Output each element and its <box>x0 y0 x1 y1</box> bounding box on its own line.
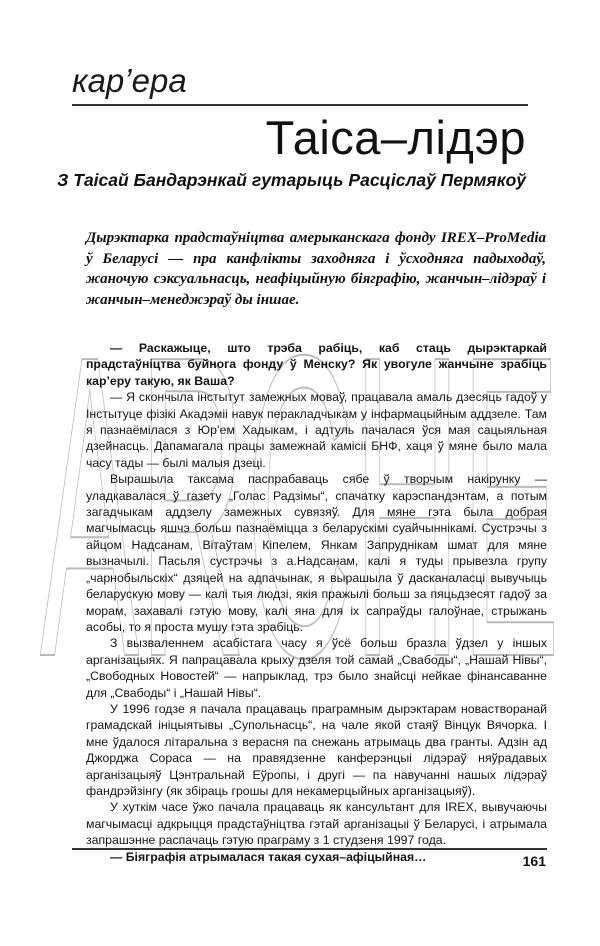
interview-answer: У хуткім часе ўжо пачала працаваць як кансультант для IREX, вывучаючы магчымасці адкрыцця прадстаўніцтва гэтай арганізацыі ў Беларусі, і атрымала запрашэнне распачаць гэтую праграму з 1 студзеня 1997 года. <box>86 800 547 848</box>
article-body <box>86 340 547 865</box>
interview-answer: З вызваленнем асабістага часу я ўсё больш бразла ўдзел у іншых арганізацыях. Я папрацавала крыху дзеля той самай „Свабоды“, „Нашай Нівы“, „Свободных Новостей“ — напрыклад, трэ было знайсці нейкае фінансаванне для „Свабоды“ і „Нашай Нівы“. <box>86 636 547 700</box>
interview-question: — Раскажыце, што трэба рабіць, каб стаць дырэктаркай прадстаўніцтва буйнога фонду ў Менску? Як увогуле жанчыне зрабіць кар’еру такую, як Ваша? <box>86 341 547 388</box>
header-divider <box>72 104 528 106</box>
article-subtitle: З Таісай Бандарэнкай гутарыць Расціслаў Пермякоў <box>57 170 526 190</box>
article-title: Таіса–лідэр <box>265 111 526 164</box>
watermark-text: ARCHE <box>40 267 560 685</box>
page-number: 161 <box>522 853 546 869</box>
interview-answer: У 1996 годзе я пачала працаваць праграмным дырэктарам новастворанай грамадскай ініцыятывы „Супольнасць“, на чале якой стаяў Вінцук Вячорка. І мне ўдалося літаральна з верасня па снежань атрымаць два гранты. Адзін ад Джорджа Сораса — на правядзенне канферэнцыі лідэраў няўрадавых арганізацыяў Цэнтральнай Еўропы, і другі — па навучанні нашых лідэраў фандрэйзінгу (як збіраць грошы для некамерцыйных арганізацыяў). <box>86 701 547 798</box>
interview-answer: Вырашыла таксама паспрабаваць сябе ў творчым накірунку — уладкавалася ў газету „Голас Радзімы“, спачатку карэспандэнтам, а потым загадчыкам аддзелу замежных сувязяў. Для мяне гэта была добрая магчымасць яшчэ больш пазнаёміцца з беларускімі суайчыннікамі. Сустрэчы з айцом Надсанам, Вітаўтам Кіпелем, Янкам Запруднікам шмат для мяне вызначылі. Пасьля сустрэчы з а.Надсанам, калі я туды прывезла групу „чарнобыльскіх“ дзяцей на адпачынак, я вырашыла ў дасканаласці вывучыць беларускую мову — калі тыя людзі, якія пражылі больш за пяцьдзесят гадоў за морам, захавалі гэтую мову, калі яна для іх сапраўды галоўнае, стрыжань асобы, то я проста мушу гэта зрабіць. <box>86 472 547 634</box>
section-tag: кар’ера <box>72 62 187 99</box>
article-lead: Дырэктарка прадстаўніцтва амерыканскага фонду IREX–ProMedia ў Беларусі — пра канфлікты заходняга і ўсходняга падыходаў, жаночую сэксуальнасць, неафіцыйную біяграфію, жанчын–лідэраў і жанчын–менеджэраў ды іншае. <box>86 230 546 308</box>
interview-question: — Біяграфія атрымалася такая сухая–афіцыйная… <box>110 849 427 864</box>
interview-answer: — Я скончыла інстытут замежных моваў, працавала амаль дзесяць гадоў у Інстытуце фізікі Акадэміі навук перакладчыкам у інфармацыйным аддзеле. Там я пазнаёмілася з Юр’ем Хадыкам, і адтуль пачалася ўся мая сацыяльная дзейнасць. Дапамагала працы замежнай камісіі БНФ, хаця ў мяне было мала часу тады — былі малыя дзеці. <box>86 390 547 470</box>
